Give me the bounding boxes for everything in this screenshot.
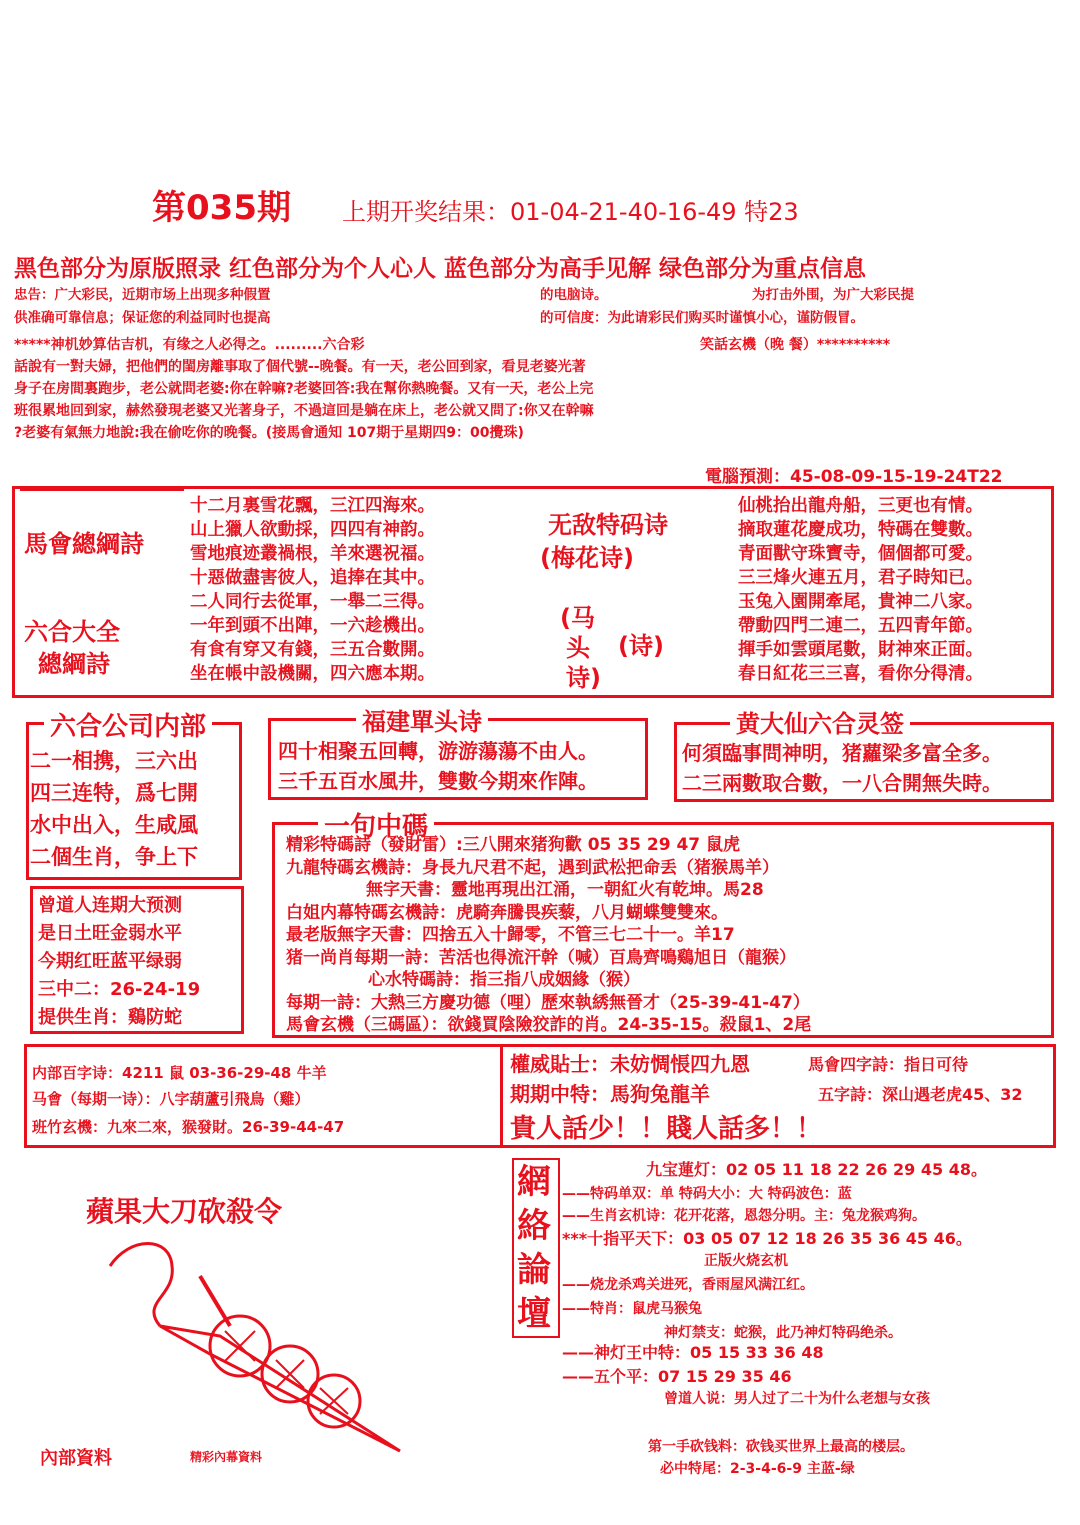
forum-line: 九宝蓮灯：02 05 11 18 22 26 29 45 48。 [646, 1160, 987, 1179]
forum-line: 第一手砍钱料：砍钱买世界上最高的楼层。 [648, 1439, 914, 1455]
joke-header-left: *****神机妙算估吉机，有缘之人必得之。.........六合彩 [14, 337, 365, 353]
yiju-line: 馬會玄機（三碼區）：欲錢買陰險狡詐的肖。24-35-15。殺鼠1、2尾 [286, 1015, 812, 1035]
poem-line: 帶動四門二連二，五四青年節。 [738, 616, 983, 636]
knife-caption-right: 精彩內幕資料 [190, 1450, 263, 1464]
fujian-line: 三千五百水風井，雙數今期來作陣。 [278, 769, 598, 793]
poem-line: 十惡做盡害彼人，追捧在其中。 [190, 568, 435, 588]
notice-line1-mid: 的电脑诗。 [540, 287, 608, 303]
forum-line: 正版火烧玄机 [704, 1253, 788, 1269]
forum-line: ——烧龙杀鸡关进死，香雨屋风满江红。 [562, 1277, 814, 1293]
daoren-line: 三中二：26-24-19 [38, 979, 201, 1000]
forum-char: 論 [517, 1250, 551, 1290]
daoren-title: 曾道人连期大预测 [38, 895, 182, 916]
sword-icon [100, 1236, 440, 1466]
forum-line: 神灯禁支：蛇猴，此乃神灯特码绝杀。 [664, 1325, 902, 1341]
box1-poem-right [738, 494, 983, 686]
issue-number: 第035期 [152, 188, 291, 228]
yiju-line: 最老版無字天書：四捨五入十歸零，不管三七二十一。羊17 [286, 925, 735, 945]
yiju-lines [286, 834, 811, 1037]
box1-title2a: 六合大全 [24, 618, 120, 646]
company-line: 四三连特，爲七開 [30, 781, 198, 805]
poem-line: 山上獵人欲動採，四四有神韵。 [190, 520, 435, 540]
forum-line: 曾道人说：男人过了二十为什么老想与女孩 [664, 1391, 930, 1407]
knife-caption-left: 內部資料 [40, 1448, 112, 1469]
notice-line1-right: 为打击外围，为广大彩民提 [752, 287, 914, 303]
company-title: 六合公司内部 [44, 706, 212, 743]
fujian-line: 四十相聚五回轉，游游蕩蕩不由人。 [278, 739, 598, 763]
last-result: 上期开奖结果：01-04-21-40-16-49 特23 [342, 198, 799, 226]
joke-line: 話說有一對夫婦，把他們的閨房離事取了個代號--晚餐。有一天，老公回到家，看見老婆光著 [14, 359, 586, 375]
forum-line: ——生肖玄机诗：花开花落，恩怨分明。主：兔龙猴鸡狗。 [562, 1208, 926, 1224]
wongtaisin-line: 二三兩數取合數，一八合開無失時。 [682, 771, 1002, 795]
poem-line: 揮手如雲頭尾數，財神來正面。 [738, 640, 983, 660]
tips-r2a: 期期中特：馬狗兔龍羊 [510, 1082, 710, 1106]
poem-line: 十二月裏雪花飄，三江四海來。 [190, 496, 435, 516]
joke-header-right: 笑話玄機（晚 餐）********** [700, 337, 891, 353]
daoren-line: 提供生肖：鷄防蛇 [38, 1007, 182, 1028]
poem-line: 雪地痕迹叢禍根，羊來選祝福。 [190, 544, 435, 564]
yiju-line: 九龍特碼玄機詩：身長九尺君不起，遇到武松把命丢（猪猴馬羊） [286, 857, 779, 878]
box1-mid-title3b: 头 [566, 634, 590, 662]
forum-char: 網 [517, 1162, 551, 1202]
company-lines [30, 745, 198, 873]
notice-line2-right: 的可信度：为此请彩民们购买时谨慎小心，谨防假冒。 [540, 310, 864, 326]
forum-line: ——五个平：07 15 29 35 46 [562, 1367, 792, 1386]
fujian-title: 福建單头诗 [356, 702, 488, 737]
forum-char: 壇 [517, 1294, 551, 1334]
poem-line: 有食有穿又有錢，三五合數開。 [190, 640, 435, 660]
forum-vertical-title [512, 1158, 560, 1338]
yiju-line: 白姐内幕特碼玄機詩：虎騎奔騰畏疾藜，八月蝴蝶雙雙來。 [286, 902, 728, 923]
tips-l2: 马會（每期一诗）：八字葫蘆引飛鳥（雞） [32, 1090, 310, 1108]
notice-line1-left: 忠告：广大彩民，近期市场上出现多种假置 [14, 287, 271, 303]
poem-line: 玉兔入園開牽尾，貴神二八家。 [738, 592, 983, 612]
tips-l1: 内部百字诗：4211 鼠 03-36-29-48 牛羊 [32, 1064, 327, 1082]
forum-line: ——特肖：鼠虎马猴兔 [562, 1301, 702, 1317]
forum-char: 絡 [517, 1206, 551, 1246]
box1-poem-left [190, 494, 435, 686]
box1-title2b: 總綱詩 [38, 650, 110, 678]
tips-l3: 班竹玄機：九來二來，猴發財。26-39-44-47 [32, 1118, 345, 1136]
box1-mid-title3c: (诗) [618, 632, 664, 660]
computer-prediction: 電腦預測：45-08-09-15-19-24T22 [705, 467, 1003, 487]
poem-line: 摘取蓮花慶成功，特碼在雙數。 [738, 520, 983, 540]
notice-line2-left: 供准确可靠信息；保证您的利益同时也提高 [14, 310, 271, 326]
joke-line: ?老婆有氣無力地說:我在偷吃你的晚餐。(接馬會通知 107期于星期四9：00攪珠) [14, 425, 524, 441]
fujian-lines [278, 736, 598, 796]
poem-line: 三三烽火連五月，君子時知已。 [738, 568, 983, 588]
daoren-line: 今期红旺蓝平绿弱 [38, 951, 182, 972]
company-line: 二一相携，三六出 [30, 749, 198, 773]
yiju-line: 猪一尚肖每期一詩：苦活也得流汗幹（喊）百鳥齊鳴鷄旭日（龍猴） [286, 947, 796, 968]
tips-r2b: 五字詩：深山遇老虎45、32 [818, 1085, 1023, 1104]
poem-line: 二人同行去從軍，一舉二三得。 [190, 592, 435, 612]
joke-line: 身子在房間裏跑步，老公就問老婆:你在幹嘛?老婆回答:我在幫你熱晚餐。又有一天，老公上完 [14, 381, 594, 397]
box1-mid-title1: 无敌特码诗 [548, 511, 668, 539]
company-line: 水中出入，生咸風 [30, 813, 198, 837]
tips-r1b: 馬會四字詩：指日可待 [808, 1055, 969, 1074]
yiju-title: 一句中碼 [318, 806, 434, 843]
wongtaisin-line: 何須臨事問神明，猪蘿梁多富全多。 [682, 741, 1002, 765]
wongtaisin-lines [682, 738, 1002, 798]
yiju-line: 每期一詩：大熱三方慶功德（哩）歷來執綉無晉才（25-39-41-47） [286, 992, 810, 1013]
poem-line: 坐在帳中設機關，四六應本期。 [190, 664, 435, 684]
wongtaisin-title: 黄大仙六合灵签 [730, 704, 910, 739]
forum-line: ***十指平天下：03 05 07 12 18 26 35 36 45 46。 [562, 1229, 972, 1248]
yiju-line: 心水特碼詩：指三指八成姻緣（猴） [368, 970, 640, 990]
poem-line: 春日紅花三三喜，看你分得清。 [738, 664, 983, 684]
tips-r1a: 權威貼士：未妨惆悵四九恩 [510, 1052, 750, 1076]
company-line: 二個生肖，争上下 [30, 845, 198, 869]
poem-line: 青面獸守珠寶寺，個個都可愛。 [738, 544, 983, 564]
joke-body [14, 356, 1074, 444]
poem-line: 仙桃抬出龍舟船，三更也有情。 [738, 496, 983, 516]
daoren-line: 是日土旺金弱水平 [38, 923, 182, 944]
forum-line: 必中特尾：2-3-4-6-9 主蓝-绿 [660, 1461, 855, 1477]
box1-mid-title3d: 诗) [566, 664, 601, 692]
daoren-lines [38, 892, 200, 1032]
box1-title1: 馬會總綱詩 [24, 530, 144, 558]
box1-mid-title2: (梅花诗) [540, 544, 634, 572]
box1-mid-title3a: (马 [560, 604, 595, 632]
joke-line: 班很累地回到家，赫然發現老婆又光著身子，不過這回是躺在床上，老公就又問了:你又在幹嘛 [14, 403, 594, 419]
forum-line: ——特码单双：单 特码大小：大 特码波色：蓝 [562, 1186, 852, 1202]
color-legend: 黑色部分为原版照录 红色部分为个人心人 蓝色部分为高手见解 绿色部分为重点信息 [14, 256, 867, 282]
yiju-line: 無字天書：靈地再現出江涌，一朝紅火有乾坤。馬28 [366, 880, 764, 900]
knife-title: 蘋果大刀砍殺令 [86, 1195, 283, 1228]
tips-r3: 貴人話少！！賤人話多！！ [510, 1114, 823, 1144]
poem-line: 一年到頭不出陣，一六趁機出。 [190, 616, 435, 636]
yiju-line: 精彩特碼詩（發財雷）:三八開來猪狗歡 05 35 29 47 鼠虎 [286, 835, 741, 855]
forum-line: ——神灯王中特：05 15 33 36 48 [562, 1343, 824, 1362]
